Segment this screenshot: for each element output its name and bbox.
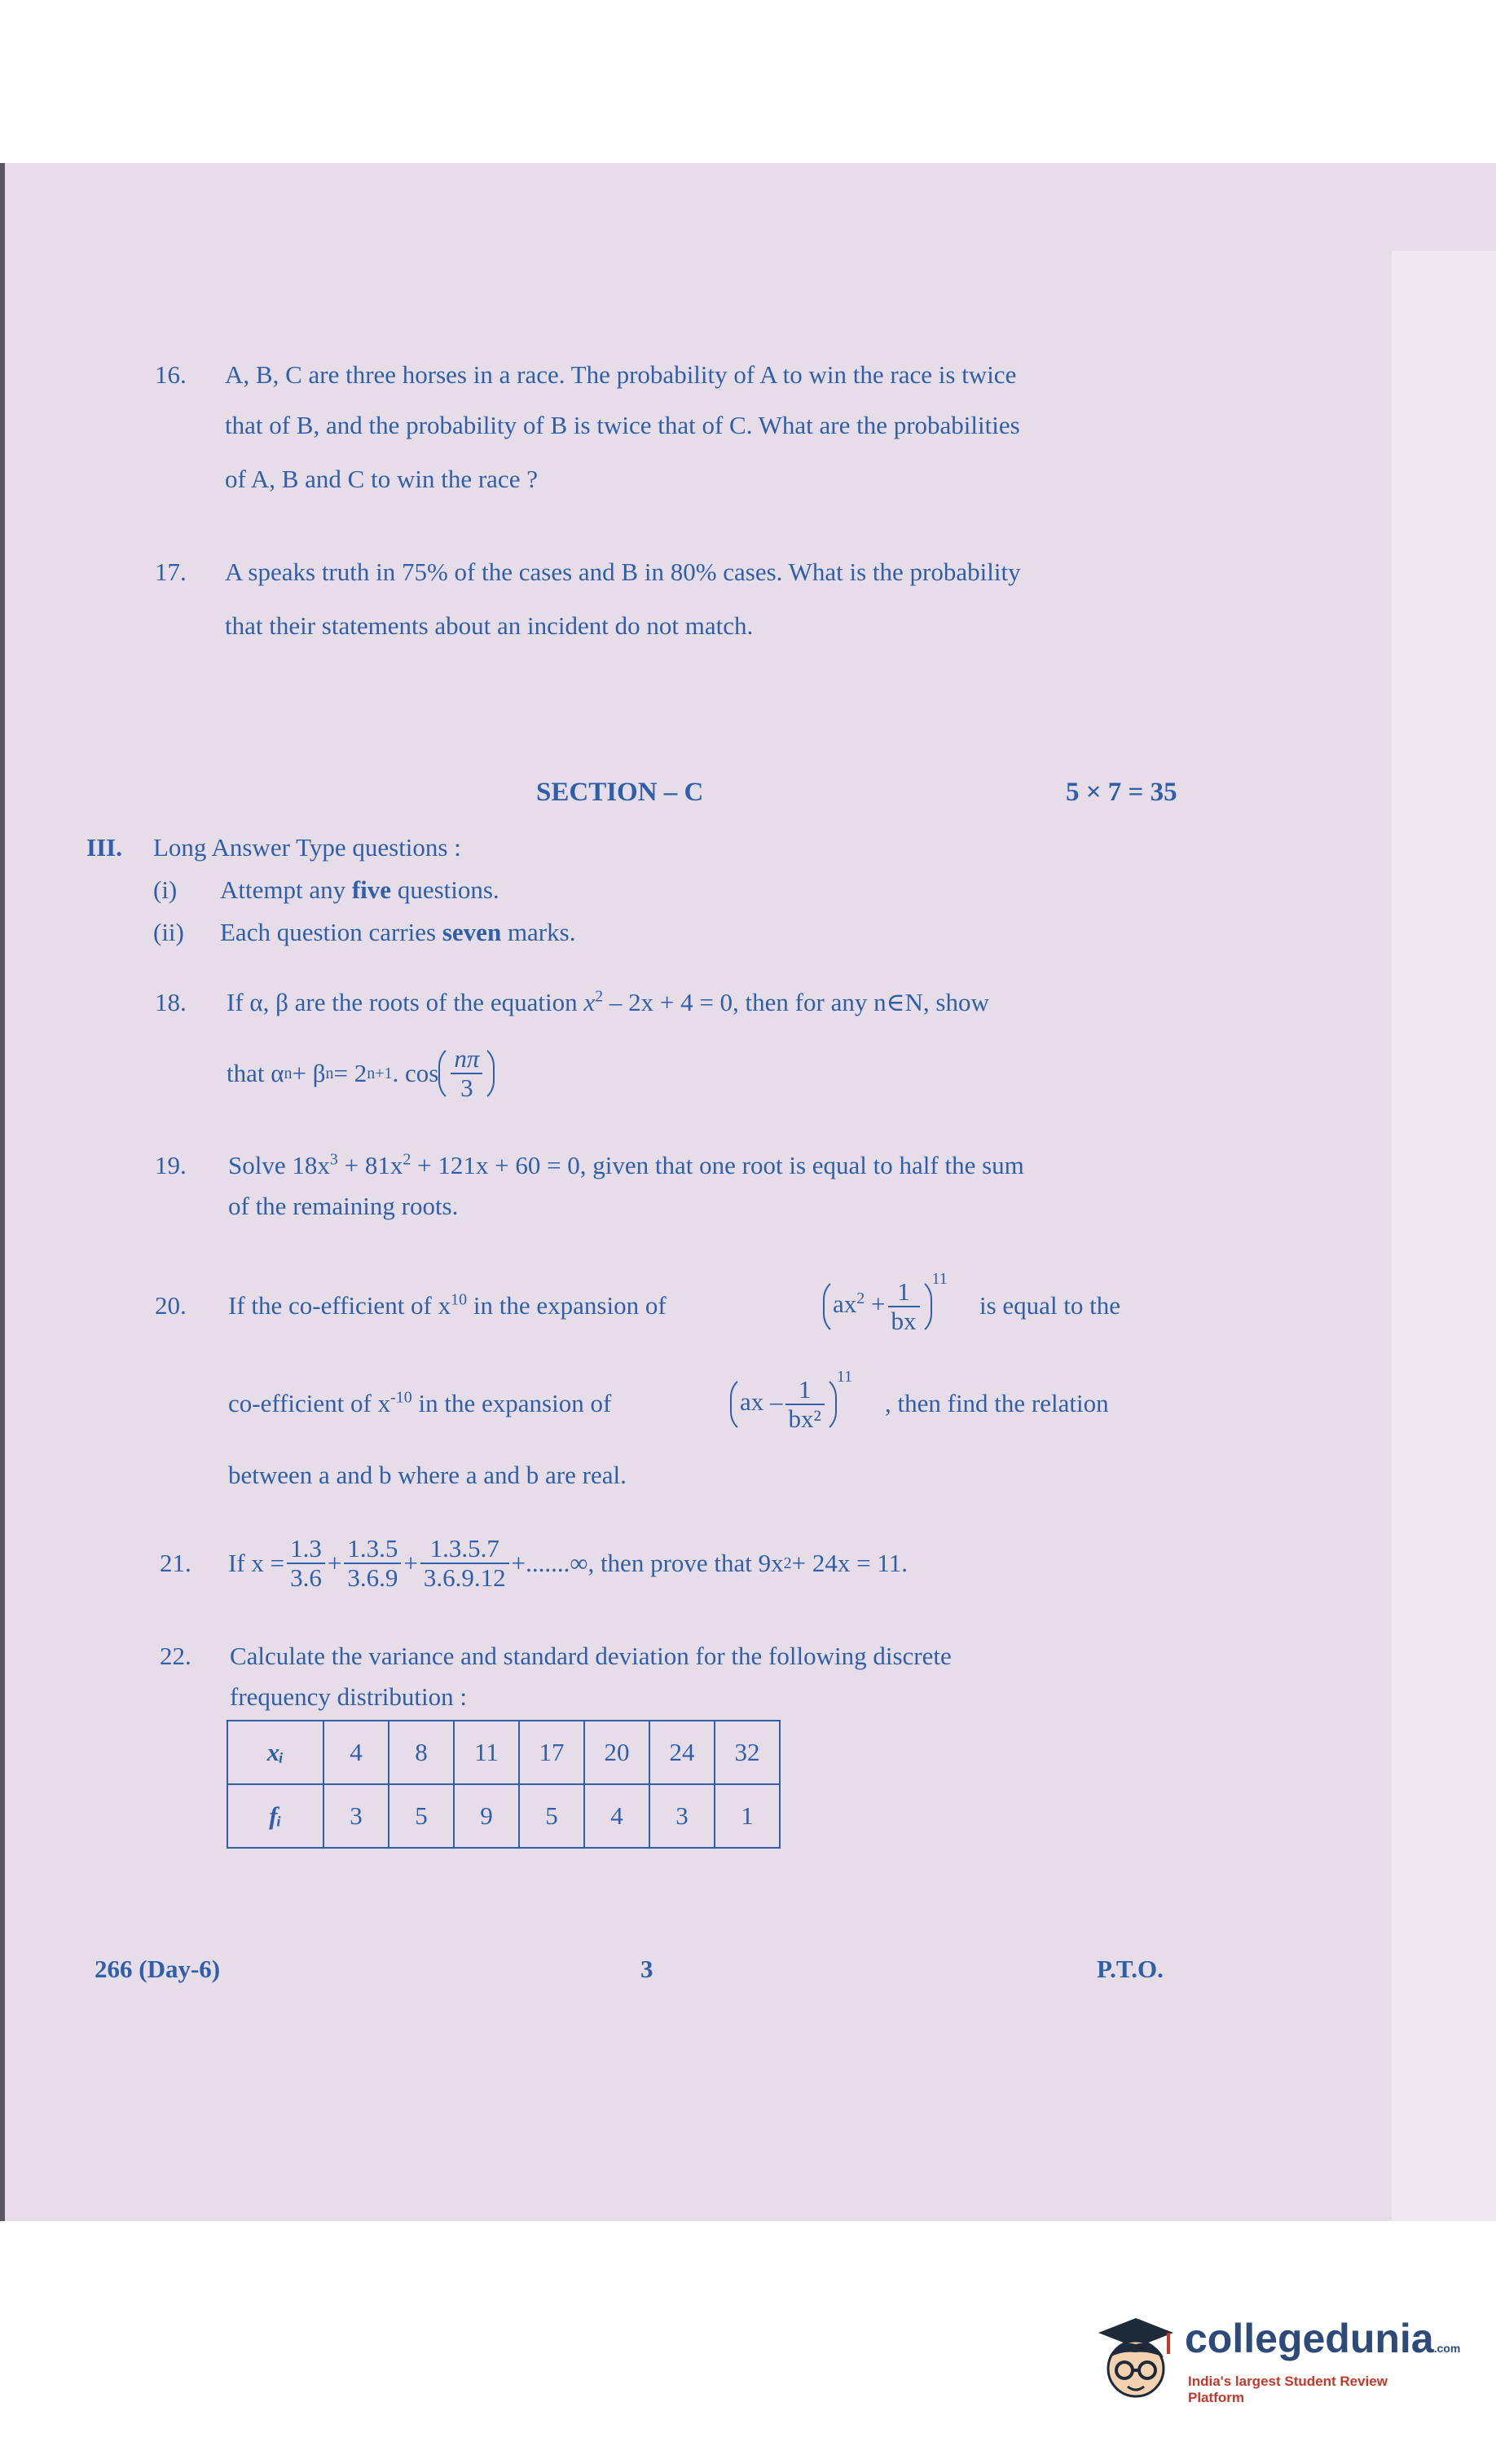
q17-line-1: A speaks truth in 75% of the cases and B in 80% cases. What is the probability bbox=[225, 558, 1021, 586]
table-cell: 5 bbox=[519, 1784, 584, 1848]
q20-line-1-text: If the co-efficient of $x^{10}$ in the expansion of bbox=[228, 1290, 667, 1320]
table-cell: 11 bbox=[454, 1721, 519, 1784]
instruction-ii-label: (ii) bbox=[153, 918, 184, 946]
instruction-i-text: Attempt any five questions. bbox=[220, 875, 499, 904]
table-cell: 4 bbox=[584, 1784, 649, 1848]
table-cell: 5 bbox=[389, 1784, 454, 1848]
q20-line-1-end: is equal to the bbox=[979, 1291, 1121, 1320]
q18-cos-argument: $\frac{n\pi}{3}$ bbox=[438, 1043, 495, 1104]
q20-line-3: between a and b where a and b are real. bbox=[228, 1461, 627, 1489]
q18-line-1: If α, β are the roots of the equation $x^2 - 2x + 4 = 0$, then for any n∈N, show bbox=[227, 987, 989, 1016]
logo-wordmark: collegedunia.com bbox=[1185, 2316, 1461, 2361]
table-cell: 9 bbox=[454, 1784, 519, 1848]
table-cell: 3 bbox=[323, 1784, 389, 1848]
q18-number: 18. bbox=[155, 988, 187, 1016]
table-cell: 24 bbox=[649, 1721, 715, 1784]
table-row-x bbox=[227, 1721, 780, 1784]
q16-text-1: A, B, C are three horses in a race. The probability of A to win the race is twice bbox=[225, 360, 1017, 389]
q22-line-2: frequency distribution : bbox=[230, 1682, 467, 1711]
section-title: SECTION – C bbox=[536, 778, 704, 807]
table-cell: 4 bbox=[323, 1721, 389, 1784]
pto-label: P.T.O. bbox=[1097, 1955, 1164, 1983]
q19-line-1: Solve $18x^3 + 81x^2 + 121x + 60 = 0$, given that one root is equal to half the sum bbox=[228, 1150, 1024, 1179]
scan-right-edge bbox=[1392, 251, 1496, 2221]
q21-number: 21. bbox=[160, 1549, 191, 1577]
q16-line-1 bbox=[225, 359, 1170, 391]
logo-tagline: India's largest Student Review Platform bbox=[1188, 2374, 1388, 2405]
collegedunia-logo[interactable] bbox=[1089, 2308, 1461, 2406]
q17-number: 17. bbox=[155, 558, 187, 586]
q22-line-1: Calculate the variance and standard deviation for the following discrete bbox=[230, 1642, 952, 1670]
instructions-heading: Long Answer Type questions : bbox=[153, 833, 461, 862]
q20-expression-2: ax – $\frac{1}{\text{bx²}}$ $^{11}$ bbox=[730, 1360, 852, 1449]
paper-code: 266 (Day-6) bbox=[95, 1955, 221, 1983]
table-cell: 20 bbox=[584, 1721, 649, 1784]
table-cell: 32 bbox=[715, 1721, 780, 1784]
q16-number: 16. bbox=[155, 360, 187, 389]
table-head-x: xᵢ bbox=[227, 1721, 323, 1784]
table-row-f bbox=[227, 1784, 780, 1848]
instruction-i-label: (i) bbox=[153, 875, 178, 904]
frequency-table bbox=[227, 1720, 781, 1849]
table-head-f: fᵢ bbox=[227, 1784, 323, 1848]
table-cell: 1 bbox=[715, 1784, 780, 1848]
table-cell: 3 bbox=[649, 1784, 715, 1848]
q22-number: 22. bbox=[160, 1642, 191, 1670]
instruction-ii bbox=[153, 916, 576, 949]
page-number: 3 bbox=[640, 1955, 653, 1983]
table-cell: 8 bbox=[389, 1721, 454, 1784]
q18-line-2: that α n + β n = 2 n+1 . cos $\frac{n\pi}{3}$ bbox=[227, 1037, 495, 1110]
mascot-icon bbox=[1095, 2315, 1177, 2404]
q20-expression-1: $ax^2$ + $\frac{1}{bx}$ $^{11}$ bbox=[823, 1262, 948, 1351]
q20-number: 20. bbox=[155, 1291, 187, 1320]
q19-number: 19. bbox=[155, 1151, 187, 1179]
instruction-ii-text: Each question carries seven marks. bbox=[220, 918, 576, 946]
q21-line: If x = $\frac{1.3}{3.6}$ + $\frac{1.3.5}{3.6.9}$ + $\frac{1.3.5.7}{3.6.9.12}$ +.......∞, then prove that 9x 2 + 24x = 11. bbox=[228, 1533, 908, 1592]
q16-line-2: that of B, and the probability of B is twice that of C. What are the probabilities bbox=[225, 411, 1020, 439]
q20-line-2-text: co-efficient of $x^{-10}$ in the expansion of bbox=[228, 1388, 612, 1417]
section-marks: 5 × 7 = 35 bbox=[1066, 778, 1177, 807]
table-cell: 17 bbox=[519, 1721, 584, 1784]
q20-line-2-end: , then find the relation bbox=[885, 1389, 1109, 1417]
instructions-number: III. bbox=[86, 833, 122, 862]
q19-line-2: of the remaining roots. bbox=[228, 1192, 459, 1220]
q16-line-3: of A, B and C to win the race ? bbox=[225, 465, 538, 493]
q17-line-2: that their statements about an incident do not match. bbox=[225, 611, 754, 640]
instruction-i bbox=[153, 874, 499, 906]
